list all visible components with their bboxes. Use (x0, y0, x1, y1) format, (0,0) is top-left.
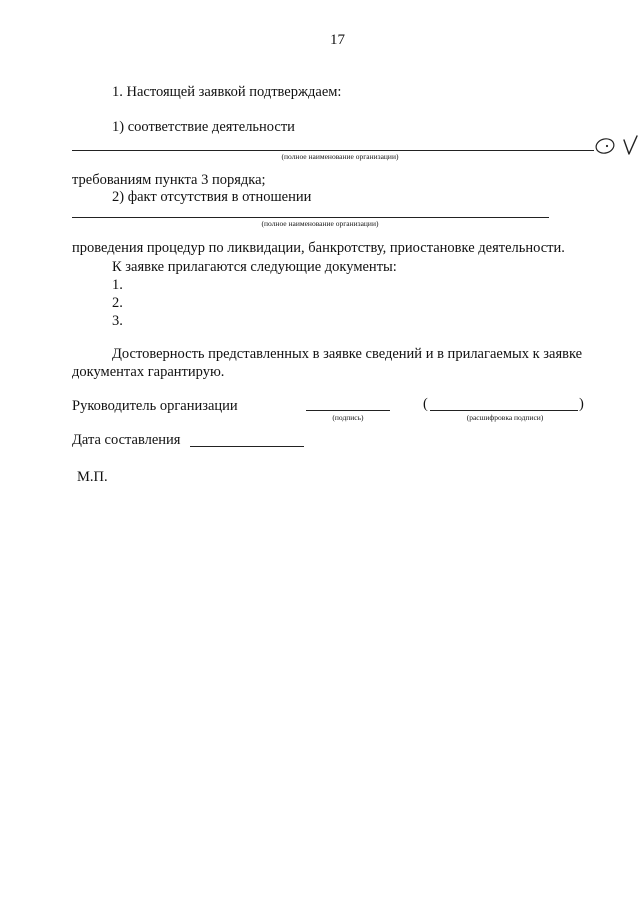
paragraph-requirements: требованиям пункта 3 порядка; (72, 172, 266, 188)
signature-decode-caption: (расшифровка подписи) (466, 413, 544, 422)
item-absence: 2) факт отсутствия в отношении (112, 189, 312, 205)
date-line (190, 446, 304, 447)
org-name-caption-1: (полное наименование организации) (281, 152, 399, 161)
signature-line (306, 410, 390, 411)
signature-decode-line (430, 410, 578, 411)
paragraph-guarantee-line-2: документах гарантирую. (72, 364, 225, 380)
stamp-place: М.П. (77, 469, 108, 485)
paragraph-guarantee-line-1: Достоверность представленных в заявке сведений и в прилагаемых к заявке (112, 346, 583, 362)
handwritten-mark-icon (592, 132, 640, 160)
decode-close-paren: ) (579, 396, 584, 412)
paragraph-confirm: 1. Настоящей заявкой подтверждаем: (112, 84, 342, 100)
paragraph-procedures: проведения процедур по ликвидации, банкротству, приостановке деятельности. (72, 240, 565, 256)
org-name-caption-2: (полное наименование организации) (261, 219, 379, 228)
signature-caption: (подпись) (332, 413, 364, 422)
paragraph-attachments: К заявке прилагаются следующие документы: (112, 259, 397, 275)
org-name-line-2 (72, 217, 549, 218)
page-number: 17 (330, 32, 345, 48)
attachment-item-1: 1. (112, 277, 123, 293)
attachment-item-3: 3. (112, 313, 123, 329)
head-label: Руководитель организации (72, 398, 238, 414)
attachment-item-2: 2. (112, 295, 123, 311)
item-compliance: 1) соответствие деятельности (112, 119, 295, 135)
decode-open-paren: ( (423, 396, 428, 412)
org-name-line-1 (72, 150, 594, 151)
date-label: Дата составления (72, 432, 181, 448)
